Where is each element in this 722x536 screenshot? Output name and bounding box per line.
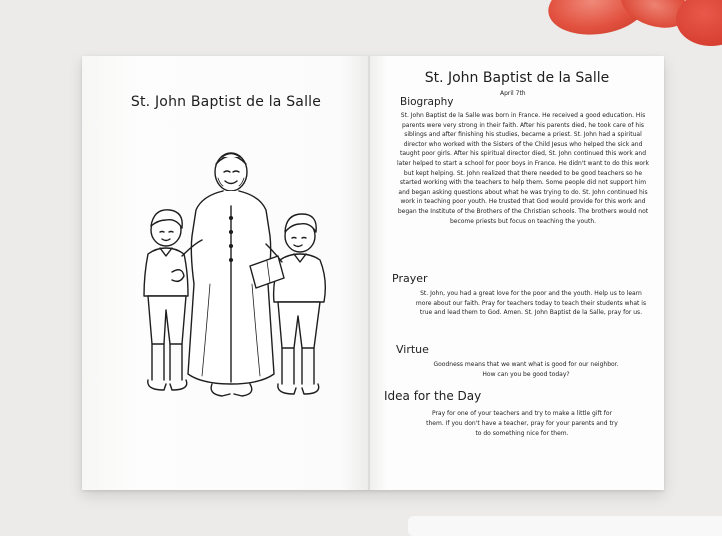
red-flower-petal <box>676 0 722 46</box>
coloring-page-title: St. John Baptist de la Salle <box>130 94 322 110</box>
virtue-heading: Virtue <box>396 343 429 356</box>
idea-text: Pray for one of your teachers and try to make a little gift for them. If you don't have a teacher, pray for your parents and try to do something nice for them. <box>426 410 618 437</box>
biography-heading: Biography <box>400 96 454 108</box>
feast-date: April 7th <box>500 90 526 97</box>
saint-name-title: St. John Baptist de la Salle <box>424 70 610 86</box>
coloring-illustration <box>132 144 332 406</box>
right-page <box>370 56 664 490</box>
prayer-heading: Prayer <box>392 272 428 285</box>
background-card <box>408 516 722 536</box>
virtue-text: Goodness means that we want what is good for our neighbor. How can you be good today? <box>433 361 619 378</box>
idea-heading: Idea for the Day <box>384 389 482 403</box>
prayer-text: St. John, you had a great love for the poor and the youth. Help us to learn more about our faith. Pray for teachers today to teach their students what is true and lead them to God. Amen. St. John Baptist de la Salle, pray for us. <box>415 290 647 317</box>
left-page <box>82 56 370 490</box>
biography-text: St. John Baptist de la Salle was born in France. He received a good education. His parents were very strong in their faith. After his parents died, he took care of his siblings and after finishing his studies, became a priest. St. John had a spiritual director who worked with the Sisters of the Child Jesus who helped the sick and taught poor girls. After his spiritual director died, St. John continued this work and later helped to start a school for poor boys in France. He didn't want to do this work but kept helping. St. John realized that there needed to be good teachers so he started working with the teachers to help them. Some people did not support him and began asking questions about what he was trying to do. St. John continued his work in teaching poor youth. He trusted that God would provide for this work and began the Institute of the Brothers of the Christian schools. The brothers would not become priests but focus on teaching the youth. <box>396 112 649 225</box>
open-booklet <box>82 56 664 490</box>
